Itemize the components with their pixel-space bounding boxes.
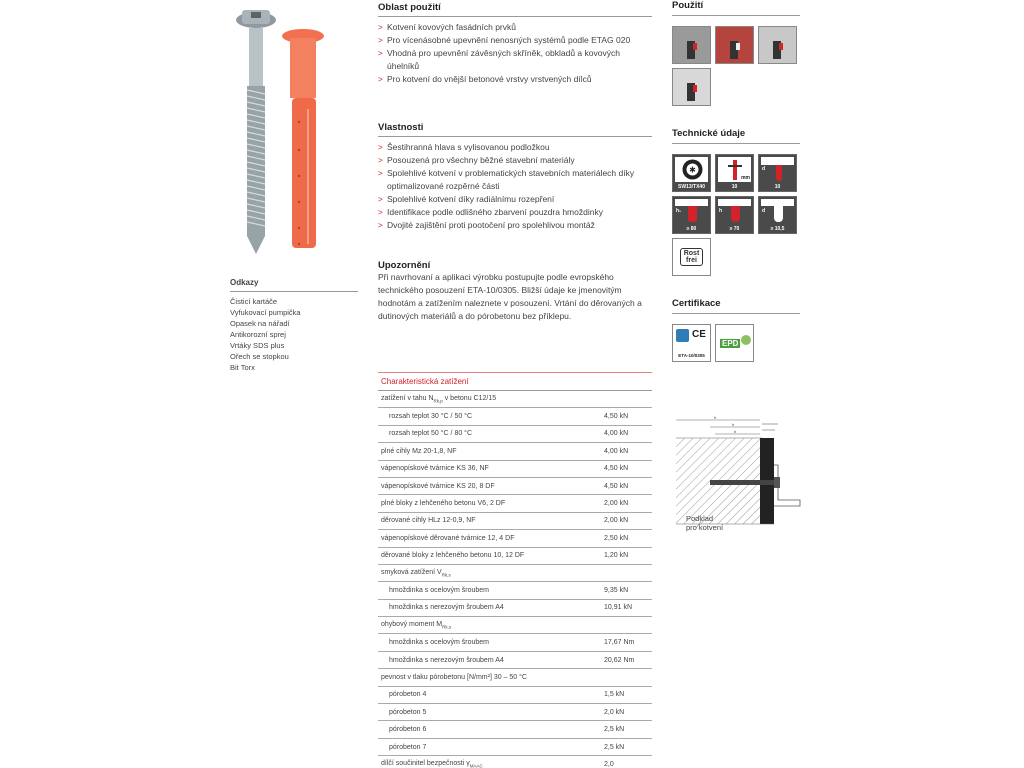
- row-label-text: pórobeton 4: [389, 691, 427, 699]
- row-label: [378, 674, 604, 681]
- tile-bg: [761, 199, 794, 206]
- bullet-item: > Identifikace podle odlišného zbarvení pouzdra hmoždinky: [378, 206, 652, 219]
- tile-bg: [675, 157, 708, 182]
- tile-caption: 10: [774, 184, 781, 190]
- row-label-text: pórobeton 7: [389, 743, 427, 751]
- notice-text: Při navrhovaní a aplikaci výrobku postupujte podle evropského technického posouzení ETA-10/0305. Bližší údaje ke jmenovitým hodnotám a zatížením naleznete v posouzení. Vrtání do děrovaných a dutinových materiálů a do pórobetonu bez příklepu.: [378, 272, 642, 321]
- table-title: Charakteristická zatížení: [378, 373, 652, 391]
- table-row: [378, 600, 652, 617]
- row-label: [378, 395, 604, 403]
- tile-caption: ≥ 80: [686, 226, 697, 232]
- plug-marker: [779, 43, 783, 50]
- symbol-label: h: [719, 208, 723, 214]
- row-label: [378, 744, 604, 751]
- table-row: [378, 652, 652, 669]
- row-label-text: smyková zatížení V: [381, 568, 442, 576]
- row-value: 4,50 kN: [604, 482, 629, 490]
- eta-ce-badge: [672, 324, 711, 362]
- related-link[interactable]: Vyfukovací pumpička: [230, 308, 301, 317]
- tech-tile-drill-diameter: [758, 154, 797, 192]
- table-row: [378, 739, 652, 756]
- row-value: 4,50 kN: [604, 413, 629, 421]
- row-value: 2,00 kN: [604, 517, 629, 525]
- bullet-item: > Spolehlivé kotvení v problematických stavebních materiálech díky optimalizované rozpěrné části: [378, 167, 652, 193]
- table-row: [378, 478, 652, 495]
- row-label: [378, 430, 604, 437]
- plug-marker: [736, 43, 740, 50]
- related-link[interactable]: Vrtáky SDS plus: [230, 341, 285, 350]
- certification-row: [672, 324, 800, 362]
- sidebar-right: [672, 0, 800, 362]
- tile-caption: SW13/TX40: [678, 184, 705, 190]
- tech-tile-embed-depth: [715, 196, 754, 234]
- section-title: Upozornění: [378, 260, 431, 271]
- row-value: 2,0 kN: [604, 708, 625, 716]
- row-label-text: plné bloky z lehčeného betonu V6, 2 DF: [381, 500, 506, 508]
- plug-marker: [693, 43, 697, 50]
- row-value: 2,5 kN: [604, 743, 625, 751]
- tile-bg: [718, 157, 751, 182]
- epd-label: EPD: [722, 339, 739, 348]
- row-value: 1,5 kN: [604, 691, 625, 699]
- row-label: [378, 483, 604, 490]
- row-label-text: pórobeton 6: [389, 726, 427, 734]
- related-link[interactable]: Antikorozní sprej: [230, 330, 286, 339]
- row-label: [378, 604, 604, 611]
- eta-caption: ETA-10/0305: [678, 353, 705, 358]
- tile-bg: [718, 199, 751, 206]
- bullet-item: > Dvojité zajištění proti pootočení pro spolehlivou montáž: [378, 219, 652, 232]
- row-label: [378, 465, 604, 472]
- row-value: 2,5 kN: [604, 726, 625, 734]
- table-row: [378, 408, 652, 425]
- svg-text:✱: ✱: [689, 165, 696, 175]
- row-label: [378, 448, 604, 455]
- application-section: [378, 0, 652, 86]
- diagram-caption-1: Podklad: [686, 514, 714, 523]
- section-title: Vlastnosti: [378, 120, 652, 137]
- related-link[interactable]: Ořech se stopkou: [230, 352, 289, 361]
- load-table: [378, 372, 652, 768]
- tech-tile-drill-depth: [672, 196, 711, 234]
- row-label: [378, 760, 604, 768]
- row-label: [378, 535, 604, 542]
- table-row: [378, 617, 652, 634]
- row-label: [378, 552, 604, 559]
- bullet-item: > Vhodná pro upevnění závěsných skříněk, obkladů a kovových úhelníků: [378, 47, 652, 73]
- notice-section: [378, 258, 652, 323]
- row-value: 20,62 Nm: [604, 656, 635, 664]
- table-row: [378, 721, 652, 738]
- usage-tile-aerated-concrete[interactable]: [672, 68, 711, 106]
- bullet-item: > Pro vícenásobné upevnění nenosných systémů podle ETAG 020: [378, 34, 652, 47]
- tile-bg: [761, 157, 794, 165]
- row-label-text: pevnost v tlaku pórobetonu [N/mm²] 30 – 50 °C: [381, 673, 527, 681]
- tech-tile-clearance-hole: [758, 196, 797, 234]
- row-label-text: hmoždinka s nerezovým šroubem A4: [389, 604, 504, 612]
- leaf-icon: [741, 335, 751, 345]
- row-label: [378, 517, 604, 524]
- row-label-text: plné cihly Mz 20-1,8, NF: [381, 447, 457, 455]
- table-row: [378, 548, 652, 565]
- table-row: [378, 513, 652, 530]
- bullet-item: > Spolehlivé kotvení díky radiálnímu rozepření: [378, 193, 652, 206]
- row-label-text: děrované cihly HLz 12-0,9, NF: [381, 517, 476, 525]
- row-value: 1,20 kN: [604, 552, 629, 560]
- usage-title: Použití: [672, 0, 800, 16]
- tech-data-title: Technické údaje: [672, 128, 800, 144]
- table-row: [378, 687, 652, 704]
- table-row: [378, 634, 652, 651]
- badge-line1: Rost: [683, 250, 700, 257]
- usage-tile-calcium-silicate[interactable]: [758, 26, 797, 64]
- tech-data-grid: [672, 154, 800, 276]
- tile-caption: ≥ 10,5: [770, 226, 785, 232]
- symbol-label: d: [762, 208, 766, 214]
- table-row: [378, 391, 652, 408]
- row-value: 10,91 kN: [604, 604, 633, 612]
- row-label-suffix: v betonu C12/15: [442, 395, 497, 402]
- row-value: 9,35 kN: [604, 586, 629, 594]
- row-label-text: vápenopískové děrované tvárnice 12, 4 DF: [381, 534, 515, 542]
- row-value: 4,00 kN: [604, 430, 629, 438]
- usage-grid: [672, 26, 800, 106]
- related-link[interactable]: Opasek na nářadí: [230, 319, 290, 328]
- symbol-label: h₁: [676, 208, 682, 214]
- row-label-text: vápenopískové tvárnice KS 36, NF: [381, 465, 489, 473]
- row-label-text: vápenopískové tvárnice KS 20, 8 DF: [381, 482, 495, 490]
- ce-mark: CE: [692, 329, 706, 340]
- usage-tile-brick[interactable]: [715, 26, 754, 64]
- row-label-text: rozsah teplot 30 °C / 50 °C: [389, 413, 473, 421]
- row-label-text: zatížení v tahu N: [381, 395, 434, 402]
- tile-caption: 10: [731, 184, 738, 190]
- row-label: [378, 639, 604, 646]
- row-label-subscript: Rk,s: [442, 624, 452, 630]
- row-label-text: děrované bloky z lehčeného betonu 10, 12 DF: [381, 552, 525, 560]
- table-row: [378, 582, 652, 599]
- row-label: [378, 500, 604, 507]
- row-label: [378, 569, 604, 577]
- tile-caption: ≥ 70: [729, 226, 740, 232]
- row-label: [378, 726, 604, 733]
- row-value: 4,00 kN: [604, 447, 629, 455]
- table-row: [378, 530, 652, 547]
- table-row: [378, 704, 652, 721]
- related-link[interactable]: Bit Torx: [230, 363, 255, 372]
- dim-hef: h: [732, 422, 735, 427]
- unit-label: mm: [741, 175, 750, 181]
- row-label-text: pórobeton 5: [389, 708, 427, 716]
- row-label-text: ohybový moment M: [381, 621, 443, 629]
- table-row: [378, 669, 652, 686]
- row-label: [378, 587, 604, 594]
- row-label: [378, 657, 604, 664]
- row-label-subscript: Rk,s: [441, 572, 451, 578]
- row-label: [378, 691, 604, 698]
- tech-tile-diameter: [715, 154, 754, 192]
- diagram-caption-2: pro kotvení: [686, 523, 724, 532]
- row-label: [378, 621, 604, 629]
- row-value: 2,50 kN: [604, 534, 629, 542]
- table-row: [378, 495, 652, 512]
- product-image: [230, 4, 360, 256]
- tech-tile-drive: [672, 154, 711, 192]
- rust-free-badge: [672, 238, 711, 276]
- table-row: [378, 565, 652, 582]
- epd-badge: [715, 324, 754, 362]
- installation-diagram: [670, 410, 810, 542]
- table-row: [378, 426, 652, 443]
- tile-bg: [675, 199, 708, 206]
- bullet-item: > Pro kotvení do vnější betonové vrstvy vrstvených dílců: [378, 73, 652, 86]
- row-label-text: hmoždinka s ocelovým šroubem: [389, 586, 489, 594]
- dim-hnom: h: [734, 429, 737, 434]
- row-value: 4,50 kN: [604, 465, 629, 473]
- table-row: [378, 756, 652, 768]
- row-value: 2,00 kN: [604, 500, 629, 508]
- dim-h1: h: [714, 415, 717, 420]
- row-label-text: hmoždinka s ocelovým šroubem: [389, 639, 489, 647]
- bullet-item: > Posouzená pro všechny běžné stavební materiály: [378, 154, 652, 167]
- bullet-item: > Šestihranná hlava s vylisovanou podložkou: [378, 141, 652, 154]
- row-value: 2,0: [604, 760, 614, 768]
- symbol-label: d: [762, 166, 766, 172]
- row-value: 17,67 Nm: [604, 639, 635, 647]
- row-label-text: hmoždinka s nerezovým šroubem A4: [389, 656, 504, 664]
- section-title: Oblast použití: [378, 0, 652, 17]
- certification-title: Certifikace: [672, 298, 800, 314]
- row-label: [378, 413, 604, 420]
- table-row: [378, 461, 652, 478]
- row-label: [378, 709, 604, 716]
- related-links-title: Odkazy: [230, 278, 358, 292]
- row-label-text: rozsah teplot 50 °C / 80 °C: [389, 430, 473, 438]
- row-label-text: dílčí součinitel bezpečnosti γ: [381, 760, 470, 768]
- related-link[interactable]: Čisticí kartáče: [230, 297, 278, 306]
- properties-section: [378, 120, 652, 232]
- row-label-subscript: Rk,p: [433, 398, 443, 404]
- related-links: [230, 278, 358, 373]
- bullet-item: > Kotvení kovových fasádních prvků: [378, 21, 652, 34]
- usage-tile-concrete[interactable]: [672, 26, 711, 64]
- badge-line2: frei: [686, 257, 697, 264]
- row-label-subscript: MAAC: [469, 763, 483, 768]
- eu-flag-icon: [676, 329, 689, 342]
- table-row: [378, 443, 652, 460]
- plug-marker: [693, 85, 697, 92]
